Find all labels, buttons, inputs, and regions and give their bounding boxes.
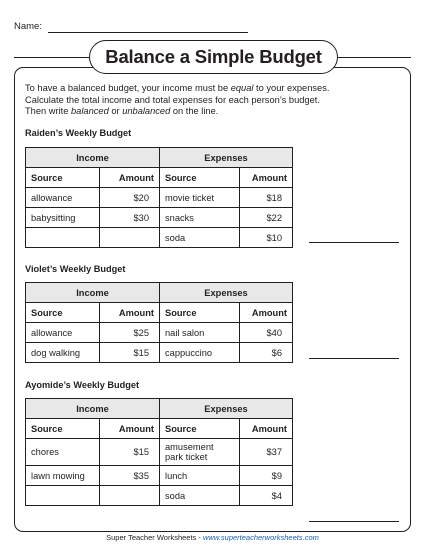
answer-line-ayomide[interactable] — [309, 521, 399, 522]
income-source-header: Source — [26, 419, 100, 439]
budget-table-ayomide — [25, 398, 293, 506]
expense-source-header: Source — [160, 303, 240, 323]
table-row — [26, 323, 293, 343]
income-source-cell: allowance — [26, 323, 100, 343]
expenses-header: Expenses — [160, 399, 293, 419]
income-amount-header: Amount — [100, 168, 160, 188]
emphasis-equal: equal — [230, 83, 254, 93]
income-header: Income — [26, 148, 160, 168]
expense-amount-cell: $18 — [240, 188, 293, 208]
income-source-cell — [26, 228, 100, 248]
income-amount-cell — [100, 228, 160, 248]
instructions — [25, 83, 403, 118]
income-header: Income — [26, 399, 160, 419]
emphasis-balanced: balanced — [71, 106, 109, 117]
expense-source-cell: amusement park ticket — [160, 439, 240, 466]
income-source-cell: lawn mowing — [26, 466, 100, 486]
table-row — [26, 228, 293, 248]
name-label: Name: — [14, 21, 42, 32]
income-source-cell: chores — [26, 439, 100, 466]
income-source-cell: babysitting — [26, 208, 100, 228]
footer — [0, 533, 425, 542]
expense-amount-header: Amount — [240, 303, 293, 323]
instructions-line-3: Then write balanced or unbalanced on the line. — [25, 106, 219, 117]
income-amount-cell — [100, 486, 160, 506]
table-row — [26, 188, 293, 208]
expenses-header: Expenses — [160, 148, 293, 168]
expense-amount-header: Amount — [240, 419, 293, 439]
emphasis-unbalanced: unbalanced — [122, 106, 171, 117]
income-amount-cell: $15 — [100, 343, 160, 363]
expense-amount-cell: $40 — [240, 323, 293, 343]
income-amount-header: Amount — [100, 303, 160, 323]
expense-source-cell: snacks — [160, 208, 240, 228]
expense-source-cell: nail salon — [160, 323, 240, 343]
answer-line-raiden[interactable] — [309, 242, 399, 243]
expense-amount-cell: $6 — [240, 343, 293, 363]
table-row — [26, 439, 293, 466]
expense-amount-cell: $10 — [240, 228, 293, 248]
income-source-cell: allowance — [26, 188, 100, 208]
expense-source-cell: cappuccino — [160, 343, 240, 363]
budget-heading-violet: Violet’s Weekly Budget — [25, 264, 126, 274]
expense-source-header: Source — [160, 168, 240, 188]
answer-line-violet[interactable] — [309, 358, 399, 359]
instructions-line-1: To have a balanced budget, your income must be equal to your expenses. — [25, 83, 330, 93]
budget-heading-ayomide: Ayomide’s Weekly Budget — [25, 380, 140, 390]
income-amount-cell: $15 — [100, 439, 160, 466]
budget-heading-raiden: Raiden’s Weekly Budget — [25, 128, 132, 138]
income-amount-cell: $30 — [100, 208, 160, 228]
footer-brand: Super Teacher Worksheets — [106, 533, 197, 542]
footer-separator: - — [196, 533, 203, 542]
budget-table-raiden — [25, 147, 293, 248]
income-amount-cell: $25 — [100, 323, 160, 343]
expense-source-cell: lunch — [160, 466, 240, 486]
table-row — [26, 466, 293, 486]
expense-source-cell: soda — [160, 228, 240, 248]
page-title: Balance a Simple Budget — [89, 40, 338, 74]
income-source-cell: dog walking — [26, 343, 100, 363]
income-amount-cell: $35 — [100, 466, 160, 486]
expense-source-cell: movie ticket — [160, 188, 240, 208]
table-row — [26, 208, 293, 228]
income-header: Income — [26, 283, 160, 303]
expense-amount-cell: $22 — [240, 208, 293, 228]
expenses-header: Expenses — [160, 283, 293, 303]
expense-amount-cell: $9 — [240, 466, 293, 486]
table-row — [26, 486, 293, 506]
income-amount-header: Amount — [100, 419, 160, 439]
table-row — [26, 343, 293, 363]
expense-amount-cell: $4 — [240, 486, 293, 506]
name-field[interactable] — [48, 32, 248, 33]
expense-source-cell: soda — [160, 486, 240, 506]
income-amount-cell: $20 — [100, 188, 160, 208]
footer-link[interactable]: www.superteacherworksheets.com — [202, 533, 319, 542]
expense-source-header: Source — [160, 419, 240, 439]
expense-amount-cell: $37 — [240, 439, 293, 466]
expense-amount-header: Amount — [240, 168, 293, 188]
income-source-header: Source — [26, 168, 100, 188]
income-source-header: Source — [26, 303, 100, 323]
instructions-line-2: Calculate the total income and total expenses for each person’s budget. — [25, 94, 320, 105]
budget-table-violet — [25, 282, 293, 363]
income-source-cell — [26, 486, 100, 506]
